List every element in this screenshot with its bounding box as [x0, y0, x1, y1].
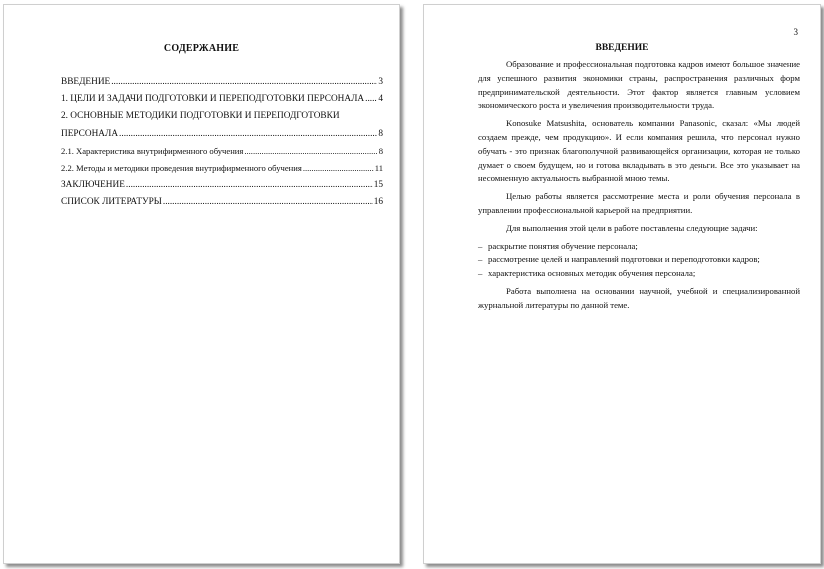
paragraph: Целью работы является рассмотрение места и роли обучения персонала в управлении профессиональной карьерой на предприятии. [478, 191, 800, 215]
toc-page-number: 8 [378, 145, 383, 156]
toc-entry-section-2-2[interactable] [61, 160, 383, 177]
toc-entry-section-2-1[interactable] [61, 143, 383, 160]
toc-page-number: 15 [373, 180, 383, 191]
toc-entry-text: ВВЕДЕНИЕ [61, 77, 111, 87]
toc-leader [365, 91, 377, 108]
paragraph: Konosuke Matsushita, основатель компании Panasonic, сказал: «Мы людей создаем прежде, чем продукцию». И если компания решила, что персонал нужно обучать - это признак благополучной развивающейся организации, которая не только думает о своем будущем, но и готова вкладывать в это деньги. Все это указывает на несомненную актуальность выбранной мною темы. [478, 118, 800, 184]
toc-entry-references[interactable] [61, 194, 383, 211]
toc-entry-text: СПИСОК ЛИТЕРАТУРЫ [61, 197, 162, 208]
toc-entry-chapter-2[interactable] [61, 108, 383, 142]
contents-title: СОДЕРЖАНИЕ [163, 43, 240, 54]
toc-page-number: 8 [378, 128, 383, 139]
paragraph: Образование и профессиональная подготовка кадров имеют большое значение для успешного развития экономики страны, распространения различных форм предпринимательской деятельности. Этот фактор является главным условием экономического роста и увеличения производительности труда. [478, 59, 800, 111]
toc-entry-text: 1. ЦЕЛИ И ЗАДАЧИ ПОДГОТОВКИ И ПЕРЕПОДГОТОВКИ ПЕРСОНАЛА [61, 94, 365, 105]
toc-leader [163, 194, 373, 211]
toc-page-number: 3 [378, 77, 383, 87]
toc-entry-introduction[interactable] [61, 74, 383, 91]
list-item: – раскрытие понятия обучение персонала; [478, 240, 800, 254]
page-introduction [423, 4, 821, 564]
toc-leader [119, 126, 377, 143]
toc-page-number: 16 [373, 197, 383, 208]
paragraph: Для выполнения этой цели в работе поставлены следующие задачи: [506, 222, 758, 233]
toc-entry-text: 2.1. Характеристика внутрифирменного обучения [61, 145, 244, 156]
toc-entry-text-line1: 2. ОСНОВНЫЕ МЕТОДИКИ ПОДГОТОВКИ И ПЕРЕПОДГОТОВКИ [61, 111, 340, 122]
toc-entry-chapter-1[interactable] [61, 91, 383, 108]
toc-leader [111, 74, 377, 91]
task-list [478, 240, 800, 281]
table-of-contents [61, 74, 383, 212]
introduction-title: ВВЕДЕНИЕ [595, 43, 649, 53]
list-item: – рассмотрение целей и направлений подготовки и переподготовки кадров; [478, 253, 800, 267]
toc-entry-conclusion[interactable] [61, 177, 383, 194]
paragraph: Работа выполнена на основании научной, учебной и специализированной журнальной литературы по данной теме. [478, 285, 800, 310]
toc-page-number: 4 [378, 94, 383, 105]
toc-entry-text-line2: ПЕРСОНАЛА [61, 128, 119, 139]
toc-leader [303, 160, 374, 177]
page-number: 3 [793, 27, 798, 37]
introduction-body [478, 58, 800, 317]
toc-leader [244, 143, 377, 160]
list-item: – характеристика основных методик обучения персонала; [478, 267, 800, 281]
toc-entry-text: ЗАКЛЮЧЕНИЕ [61, 180, 125, 191]
toc-page-number: 11 [374, 163, 383, 174]
toc-leader [126, 177, 373, 194]
page-contents [3, 4, 400, 564]
toc-entry-text: 2.2. Методы и методики проведения внутрифирменного обучения [61, 163, 302, 174]
